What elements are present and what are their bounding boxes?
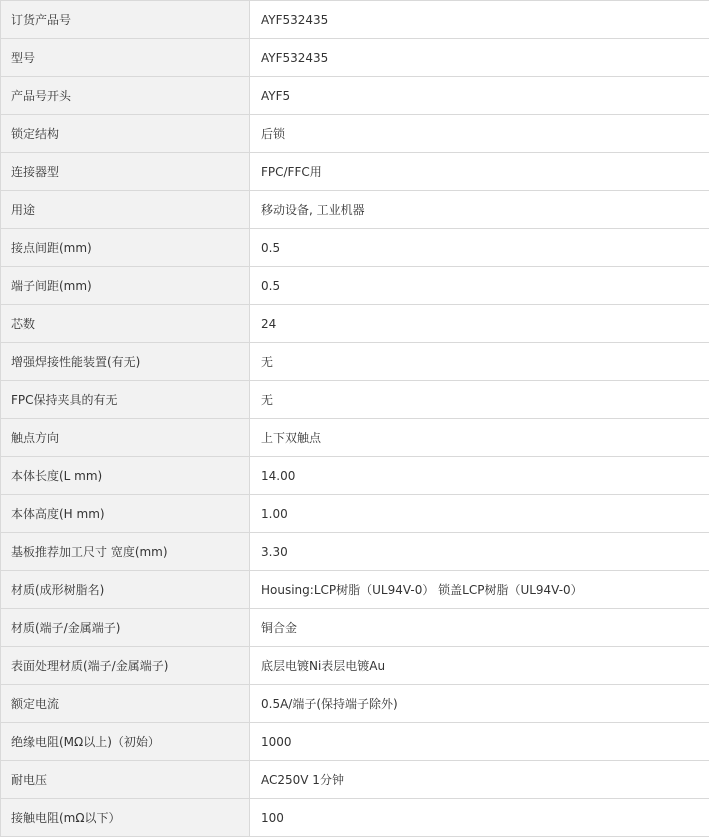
spec-value: 3.30: [250, 533, 709, 570]
spec-value: AYF5: [250, 77, 709, 114]
spec-label: 材质(成形树脂名): [1, 571, 250, 608]
spec-value: AYF532435: [250, 39, 709, 76]
spec-label: 绝缘电阻(MΩ以上)（初始）: [1, 723, 250, 760]
spec-label: 订货产品号: [1, 1, 250, 38]
table-row: [1, 495, 709, 533]
spec-value: 0.5: [250, 229, 709, 266]
spec-value: 14.00: [250, 457, 709, 494]
table-row: [1, 419, 709, 457]
table-row: [1, 39, 709, 77]
table-row: [1, 685, 709, 723]
spec-label: 锁定结构: [1, 115, 250, 152]
table-row: [1, 343, 709, 381]
table-row: [1, 229, 709, 267]
table-row: [1, 77, 709, 115]
spec-value: 无: [250, 343, 709, 380]
table-row: [1, 647, 709, 685]
table-row: [1, 609, 709, 647]
spec-value: 底层电镀Ni表层电镀Au: [250, 647, 709, 684]
spec-label: 芯数: [1, 305, 250, 342]
spec-value: 1000: [250, 723, 709, 760]
table-row: [1, 761, 709, 799]
table-row: [1, 267, 709, 305]
spec-label: 增强焊接性能装置(有无): [1, 343, 250, 380]
spec-label: 本体长度(L mm): [1, 457, 250, 494]
spec-label: 本体高度(H mm): [1, 495, 250, 532]
spec-label: 端子间距(mm): [1, 267, 250, 304]
spec-value: FPC/FFC用: [250, 153, 709, 190]
spec-value: 100: [250, 799, 709, 836]
spec-value: 24: [250, 305, 709, 342]
spec-label: 额定电流: [1, 685, 250, 722]
spec-label: 材质(端子/金属端子): [1, 609, 250, 646]
spec-label: 用途: [1, 191, 250, 228]
table-row: [1, 723, 709, 761]
spec-label: 接点间距(mm): [1, 229, 250, 266]
spec-label: 基板推荐加工尺寸 宽度(mm): [1, 533, 250, 570]
table-row: [1, 571, 709, 609]
spec-value: AYF532435: [250, 1, 709, 38]
spec-value: 无: [250, 381, 709, 418]
table-row: [1, 115, 709, 153]
table-row: [1, 381, 709, 419]
spec-value: 移动设备, 工业机器: [250, 191, 709, 228]
spec-label: FPC保持夹具的有无: [1, 381, 250, 418]
spec-value: Housing:LCP树脂（UL94V-0） 锁盖LCP树脂（UL94V-0）: [250, 571, 709, 608]
spec-label: 产品号开头: [1, 77, 250, 114]
table-row: [1, 457, 709, 495]
spec-label: 触点方向: [1, 419, 250, 456]
spec-value: 后锁: [250, 115, 709, 152]
spec-value: 铜合金: [250, 609, 709, 646]
table-row: [1, 305, 709, 343]
spec-label: 接触电阻(mΩ以下）: [1, 799, 250, 836]
spec-label: 连接器型: [1, 153, 250, 190]
spec-value: 0.5: [250, 267, 709, 304]
spec-value: 上下双触点: [250, 419, 709, 456]
table-row: [1, 153, 709, 191]
table-row: [1, 1, 709, 39]
spec-label: 耐电压: [1, 761, 250, 798]
table-row: [1, 799, 709, 837]
spec-value: 1.00: [250, 495, 709, 532]
spec-value: 0.5A/端子(保持端子除外): [250, 685, 709, 722]
table-row: [1, 191, 709, 229]
spec-label: 型号: [1, 39, 250, 76]
spec-value: AC250V 1分钟: [250, 761, 709, 798]
spec-label: 表面处理材质(端子/金属端子): [1, 647, 250, 684]
table-row: [1, 533, 709, 571]
